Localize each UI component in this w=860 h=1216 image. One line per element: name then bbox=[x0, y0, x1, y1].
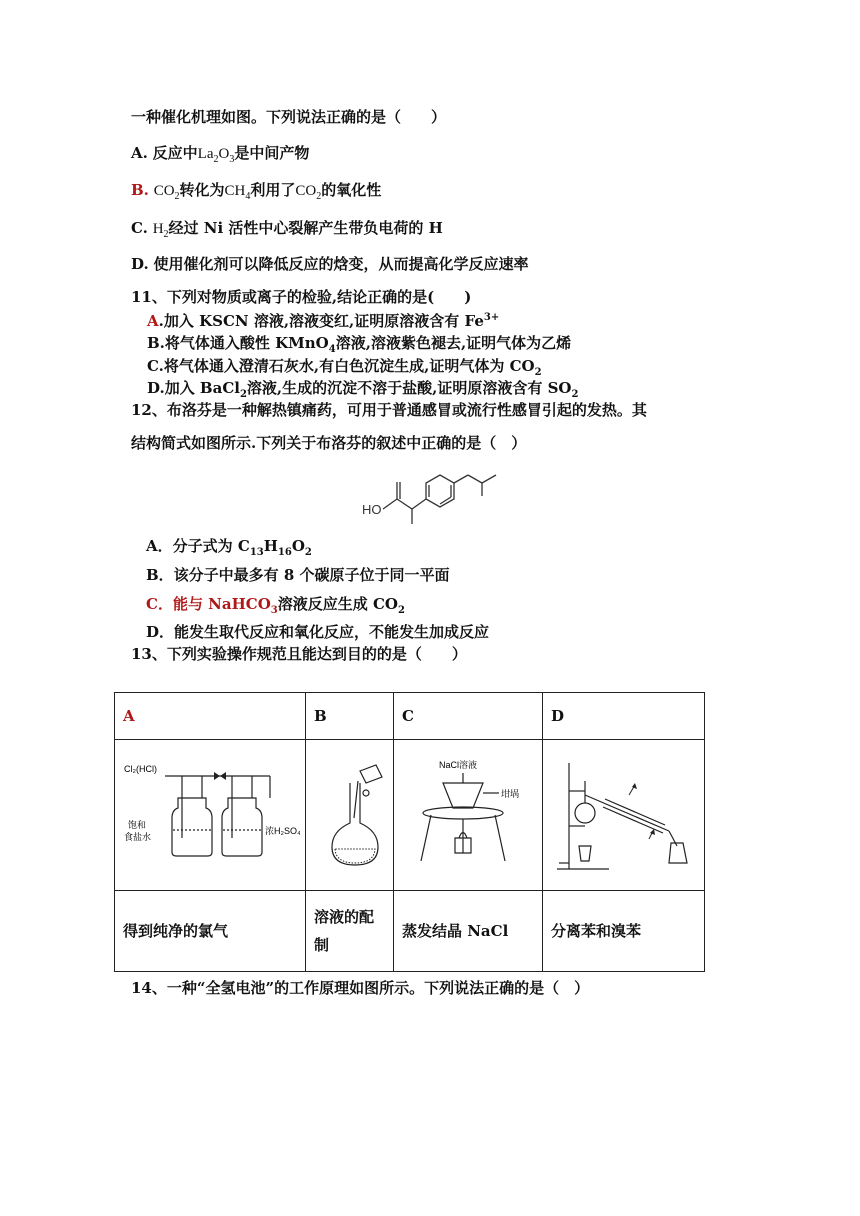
q12-stem-line1: 12、布洛芬是一种解热镇痛药，可用于普通感冒或流行性感冒引起的发热。其 bbox=[131, 401, 647, 419]
volumetric-flask-diagram bbox=[310, 753, 390, 873]
q11-option-c: C.将气体通入澄清石灰水,有白色沉淀生成,证明气体为 $CO_2$ bbox=[147, 357, 542, 378]
svg-text:Cl₂(HCl): Cl₂(HCl) bbox=[124, 764, 157, 774]
q11-stem: 11、下列对物质或离子的检验,结论正确的是( ) bbox=[131, 288, 472, 306]
svg-text:食盐水: 食盐水 bbox=[124, 832, 152, 842]
apparatus-b-cell bbox=[306, 740, 394, 891]
gas-washing-bottles-diagram bbox=[120, 758, 300, 868]
apparatus-a-cell bbox=[115, 740, 306, 891]
q12-option-b: B．该分子中最多有 8 个碳原子位于同一平面 bbox=[146, 566, 450, 584]
q12-option-c: C．能与 NaHCO$_3$溶液反应生成 $CO_2$ bbox=[146, 595, 405, 616]
q10-option-d: D. 使用催化剂可以降低反应的焓变，从而提高化学反应速率 bbox=[131, 255, 529, 273]
q11-option-a: A.加入 KSCN 溶液,溶液变红,证明原溶液含有 $Fe^{3+}$ bbox=[147, 312, 500, 330]
svg-text:NaCl溶液: NaCl溶液 bbox=[439, 760, 478, 770]
header-a: A bbox=[115, 693, 306, 740]
caption-d: 分离苯和溴苯 bbox=[543, 891, 705, 972]
q12-option-a: A．分子式为 $C_{13}H_{16}O_2$ bbox=[146, 537, 312, 558]
q10-stem: 一种催化机理如图。下列说法正确的是（ ） bbox=[131, 108, 447, 126]
header-d: D bbox=[543, 693, 705, 740]
header-b: B bbox=[306, 693, 394, 740]
ibuprofen-structure bbox=[360, 466, 510, 528]
q10-option-c: C. $H_2$经过 Ni 活性中心裂解产生带负电荷的 H bbox=[131, 219, 443, 240]
header-c: C bbox=[394, 693, 543, 740]
svg-text:坩埚: 坩埚 bbox=[501, 789, 520, 799]
svg-text:浓H₂SO₄: 浓H₂SO₄ bbox=[265, 826, 300, 836]
q12-option-d: D．能发生取代反应和氧化反应，不能发生加成反应 bbox=[146, 623, 490, 641]
experiment-table bbox=[114, 692, 705, 972]
q10-option-b: B. $CO_2$转化为$CH_4$利用了$CO_2$的氧化性 bbox=[131, 181, 382, 202]
apparatus-c-cell bbox=[394, 740, 543, 891]
q11-option-d: D.加入 BaCl$_2$溶液,生成的沉淀不溶于盐酸,证明原溶液含有 $SO_2$ bbox=[147, 379, 579, 400]
q11-option-b: B.将气体通入酸性 KMnO$_4$溶液,溶液紫色褪去,证明气体为乙烯 bbox=[147, 334, 572, 355]
distillation-apparatus-diagram bbox=[549, 751, 699, 876]
caption-a: 得到纯净的氯气 bbox=[115, 891, 306, 972]
hydroxyl-label: HO bbox=[362, 502, 382, 517]
apparatus-d-cell bbox=[543, 740, 705, 891]
caption-c: 蒸发结晶 NaCl bbox=[394, 891, 543, 972]
q12-stem-line2: 结构简式如图所示.下列关于布洛芬的叙述中正确的是（ ） bbox=[131, 434, 527, 452]
caption-b: 溶液的配制 bbox=[306, 891, 394, 972]
q13-stem: 13、下列实验操作规范且能达到目的的是（ ） bbox=[131, 645, 467, 663]
q14-stem: 14、一种“全氢电池”的工作原理如图所示。下列说法正确的是（ ） bbox=[131, 979, 590, 997]
evaporation-crucible-diagram bbox=[403, 753, 533, 873]
svg-text:饱和: 饱和 bbox=[128, 820, 147, 830]
q10-option-a: A. 反应中$La_2O_3$是中间产物 bbox=[131, 144, 310, 165]
